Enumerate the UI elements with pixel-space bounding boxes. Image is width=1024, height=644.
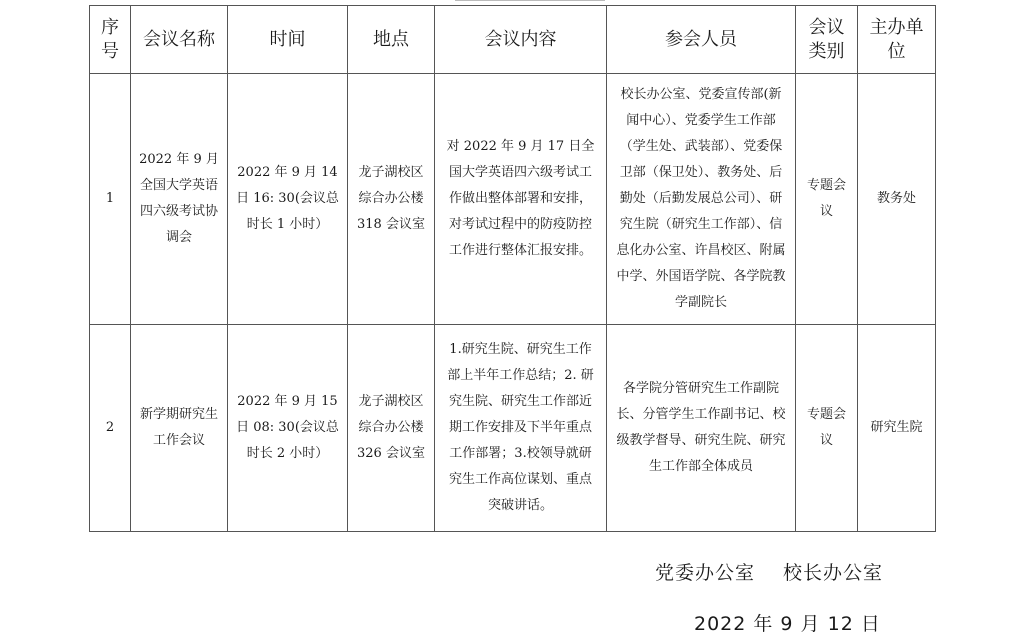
cell-time: 2022 年 9 月 15 日 08: 30(会议总时长 2 小时）: [228, 325, 348, 532]
header-category: 会议类别: [796, 6, 858, 74]
cell-attendees: 各学院分管研究生工作副院长、分管学生工作副书记、校级教学督导、研究生院、研究生工作部全体成员: [607, 325, 796, 532]
cell-name: 新学期研究生工作会议: [131, 325, 228, 532]
cell-host: 教务处: [858, 74, 936, 325]
issuing-offices: [655, 558, 883, 585]
top-divider: [455, 0, 605, 4]
cell-category: 专题会议: [796, 74, 858, 325]
cell-content: 对 2022 年 9 月 17 日全国大学英语四六级考试工作做出整体部署和安排，对考试过程中的防疫防控工作进行整体汇报安排。: [435, 74, 607, 325]
cell-attendees: 校长办公室、党委宣传部(新闻中心）、党委学生工作部（学生处、武装部）、党委保卫部（保卫处）、教务处、后勤处（后勤发展总公司）、研究生院（研究生工作部）、信息化办公室、许昌校区、附属中学、外国语学院、各学院教学副院长: [607, 74, 796, 325]
header-content: 会议内容: [435, 6, 607, 74]
cell-category: 专题会议: [796, 325, 858, 532]
cell-place: 龙子湖校区综合办公楼 326 会议室: [348, 325, 435, 532]
header-attendees: 参会人员: [607, 6, 796, 74]
office-president: 校长办公室: [783, 562, 884, 584]
table-header-row: [90, 6, 936, 74]
cell-name: 2022 年 9 月全国大学英语四六级考试协调会: [131, 74, 228, 325]
header-host: 主办单位: [858, 6, 936, 74]
cell-index: 2: [90, 325, 131, 532]
issue-date: 2022 年 9 月 12 日: [694, 613, 881, 635]
office-party-committee: 党委办公室: [655, 562, 756, 584]
header-name: 会议名称: [131, 6, 228, 74]
cell-place: 龙子湖校区综合办公楼 318 会议室: [348, 74, 435, 325]
header-time: 时间: [228, 6, 348, 74]
cell-host: 研究生院: [858, 325, 936, 532]
cell-content: 1.研究生院、研究生工作部上半年工作总结；2. 研究生院、研究生工作部近期工作安排及下半年重点工作部署；3.校领导就研究生工作高位谋划、重点突破讲话。: [435, 325, 607, 532]
table-row: [90, 325, 936, 532]
table-row: [90, 74, 936, 325]
cell-time: 2022 年 9 月 14 日 16: 30(会议总时长 1 小时）: [228, 74, 348, 325]
header-index: 序号: [90, 6, 131, 74]
meeting-schedule-table: [89, 5, 936, 532]
cell-index: 1: [90, 74, 131, 325]
header-place: 地点: [348, 6, 435, 74]
